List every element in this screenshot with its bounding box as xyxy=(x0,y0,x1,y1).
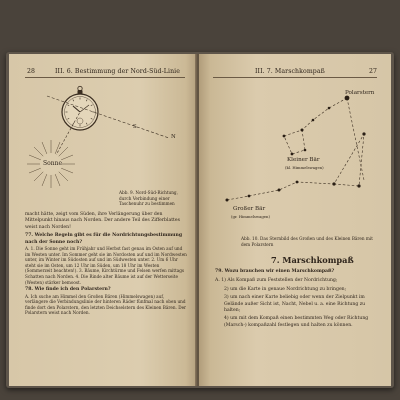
answer-77: A. 1. Die Sonne geht im Frühjahr und Herbst fast genau im Osten auf und im Westen unter. Im Sommer geht sie im Nordosten auf und im Nordwesten unter, im Winter im Südosten auf und im Südwesten unter. 2. Um 6 Uhr steht sie im Osten, um 12 Uhr im Süden, um 18 Uhr im Westen (Sommerzeit beachten!). 3. Bäume, Kirchtürme und Felsen werfen mittags Schatten nach Norden. 4. Die Rinde alter Bäume ist auf der Wetterseite (Westen) stärker bemoost. xyxy=(25,246,187,285)
sun-watch-figure xyxy=(9,78,197,208)
big-bear-label: Großer Bär xyxy=(233,206,266,212)
right-page xyxy=(199,54,391,386)
little-bear-label: Kleiner Bär xyxy=(287,157,320,163)
left-running-head: III. 6. Bestimmung der Nord-Süd-Linie xyxy=(55,68,181,75)
paragraph-77-intro: macht hätte, zeigt vom Süden, ihre Verlängerung über den Mittelpunkt hinaus nach Norden. Der andere Teil des Zifferblattes weist nach Norden! xyxy=(25,212,180,230)
little-bear-sublabel: (kl. Himmelswagen) xyxy=(285,165,324,170)
compass-s-label: S xyxy=(133,124,137,130)
right-running-head: III. 7. Marschkompaß xyxy=(255,68,325,75)
open-book xyxy=(6,52,394,388)
left-figure-caption: Abb. 9. Nord-Süd-Richtung, durch Verbindung einer Taschenuhr zu bestimmen xyxy=(119,190,178,206)
polaris-label: Polarstern xyxy=(345,90,375,96)
answer-79-item-3: 3) um nach einer Karte beliebig oder wenn der Zielpunkt im Gelände außer Sicht ist, Nacht, Nebel u. a. eine Richtung zu halten; xyxy=(224,295,366,314)
little-bear-constellation xyxy=(283,96,350,156)
answer-79-item-4: 4) um mit dem Kompaß einen bestimmten Weg oder Richtung (Marsch-) kompaßzahl festlegen und halten zu können. xyxy=(224,316,369,328)
right-page-number: 27 xyxy=(369,68,378,75)
right-figure-caption: Abb. 10. Das Sternbild des Großen und des Kleinen Bären mit dem Polarstern xyxy=(241,236,373,247)
question-78: 78. Wie finde ich den Polarstern? xyxy=(25,287,111,293)
left-body-text xyxy=(25,212,187,316)
right-body-text xyxy=(215,269,381,329)
left-page-number: 28 xyxy=(27,68,36,75)
big-bear-sublabel: (gr. Himmelswagen) xyxy=(231,214,270,219)
question-79: 79. Wozu brauchen wir einen Marschkompaß? xyxy=(215,269,335,274)
left-page xyxy=(9,54,197,386)
question-77: 77. Welche Regeln gibt es für die Nordrichtungsbestimmung nach der Sonne noch? xyxy=(25,233,183,245)
polaris-guide-line xyxy=(347,98,364,180)
answer-78: A. Ich suche am Himmel den Großen Bären (Himmelswagen) auf, verlängere die Verbindungslinie der hinteren Räder fünfmal nach oben und finde dort den Polarstern, den letzten Deichselstern des Kleinen Bären. Der Polarstern weist nach Norden. xyxy=(25,293,187,316)
pocket-watch-illustration xyxy=(62,86,98,130)
compass-n-label: N xyxy=(171,134,176,140)
answer-79-item-1: A. 1) Als Kompaß zum Feststellen der Nordrichtung; xyxy=(215,278,338,284)
section-title: 7. Marschkompaß xyxy=(271,255,354,265)
answer-79-item-2: 2) um die Karte in genaue Nordrichtung zu bringen; xyxy=(224,286,347,292)
sun-label: Sonne xyxy=(43,160,63,167)
